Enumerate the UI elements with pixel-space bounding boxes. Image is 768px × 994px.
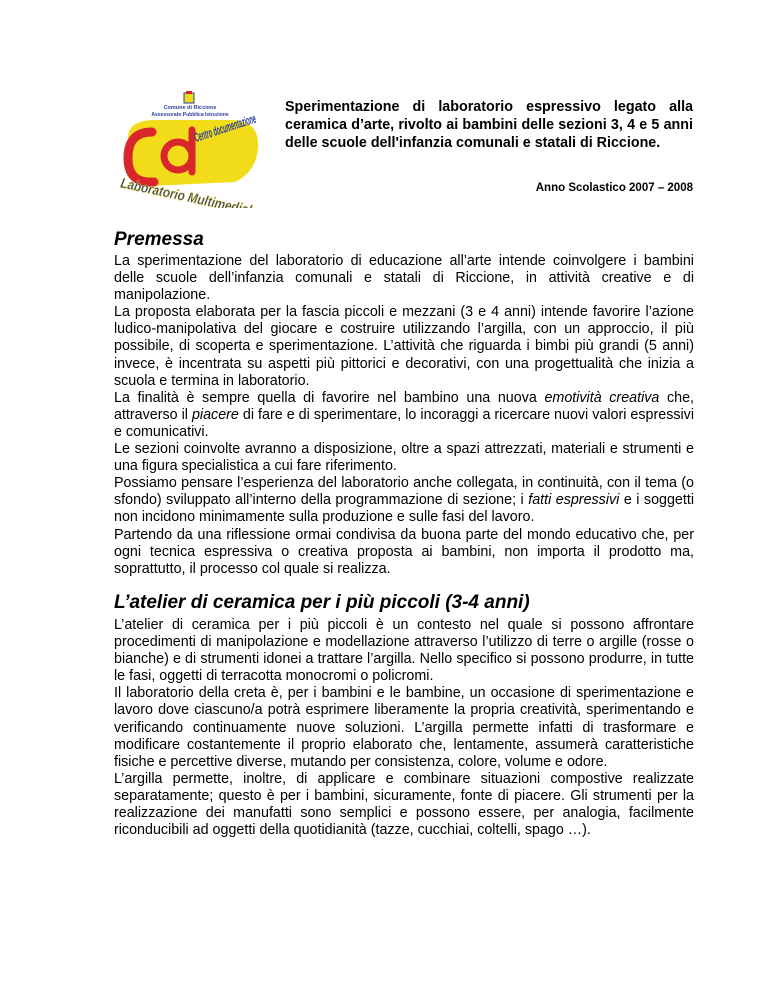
intro-text: Sperimentazione di laboratorio espressivo legato alla ceramica d’arte, rivolto ai bambini delle sezioni 3, 4 e 5 anni delle scuole dell'infanzia comunali e statali di Riccione.	[285, 99, 693, 151]
paragraph: La finalità è sempre quella di favorire nel bambino una nuova emotività creativa che, attraverso il piacere di fare e di sperimentare, lo incoraggi a ricercare nuovi valori espressivi e comunicativi.	[114, 389, 695, 440]
logo-bottom-text: Laboratorio Multimediale	[119, 174, 270, 208]
logo-graphic	[110, 90, 270, 208]
coat-of-arms-icon	[184, 91, 194, 103]
paragraph: La sperimentazione del laboratorio di educazione all’arte intende coinvolgere i bambini delle scuole dell’infanzia comunali e statali di Riccione, in attività creative e di manipolazione.	[114, 253, 694, 304]
logo-text-top: Comune di Riccione	[163, 105, 217, 111]
logo-arc-text: Centro documentazione	[192, 90, 270, 145]
section-body-premessa	[114, 253, 694, 578]
paragraph: Possiamo pensare l’esperienza del laboratorio anche collegata, in continuità, con il tema (o sfondo) sviluppato all’interno della programmazione di sezione; i fatti espressivi e i soggetti non incidono minimamente sulla produzione e sulle fasi del lavoro.	[114, 475, 695, 526]
emphasis: fatti espressivi	[528, 492, 620, 509]
emphasis: emotività creativa	[544, 389, 660, 406]
paragraph: Il laboratorio della creta è, per i bambini e le bambine, un occasione di sperimentazione e lavoro dove ciascuno/a potrà esprimere liberamente la propria creatività, sperimentando e verificando continuamente nuove soluzioni. L’argilla permette infatti di trasformare e modificare costantemente il proprio elaborato che, lentamente, assumerà caratteristiche fisiche e percettive diverse, mutando per consistenza, colore, volume e odore.	[114, 685, 694, 770]
paragraph: L’argilla permette, inoltre, di applicare e combinare situazioni compostive realizzate separatamente; questo è per i bambini, sicuramente, fonte di piacere. Gli strumenti per la realizzazione dei manufatti sono semplici e possono essere, per analogia, facilmente riconducibili ad oggetti della quotidianità (tazze, cucchiai, coltelli, spago …).	[114, 770, 694, 839]
logo-text-sub: Assessorato Pubblica Istruzione	[151, 112, 229, 118]
paragraph: Partendo da una riflessione ormai condivisa da buona parte del mondo educativo che, per ogni tecnica espressiva o creativa proposta ai bambini, non importa il prodotto ma, soprattutto, il processo col quale si realizza.	[114, 526, 694, 577]
emphasis: piacere	[191, 406, 239, 423]
paragraph: L’atelier di ceramica per i più piccoli è un contesto nel quale si possono affrontare procedimenti di manipolazione e modellazione attraverso l’utilizzo di terre o argille (rosse o bianche) e di strumenti idonei a trattare l’argilla. Nello specifico si possono produrre, in tutte le fasi, oggetti di terracotta monocromi o policromi.	[114, 617, 694, 685]
paragraph: Le sezioni coinvolte avranno a disposizione, oltre a spazi attrezzati, materiali e strumenti e una figura specialistica a cui fare riferimento.	[114, 441, 694, 475]
paragraph: La proposta elaborata per la fascia piccoli e mezzani (3 e 4 anni) intende favorire l’azione ludico-manipolativa del giocare e costruire utilizzando l’argilla, con un approccio, il più possibile, di scoperta e sperimentazione. L’attività che riguarda i bimbi più grandi (5 anni) invece, è incentrata su aspetti più pittorici e decorativi, con una progettualità che inizia a scuola e termina in laboratorio.	[114, 304, 694, 389]
school-year: Anno Scolastico 2007 – 2008	[535, 182, 693, 194]
logo	[110, 90, 270, 208]
section-title-atelier: L’atelier di ceramica per i più piccoli (3-4 anni)	[114, 592, 530, 613]
section-body-atelier	[114, 617, 694, 839]
section-title-premessa: Premessa	[114, 229, 204, 250]
